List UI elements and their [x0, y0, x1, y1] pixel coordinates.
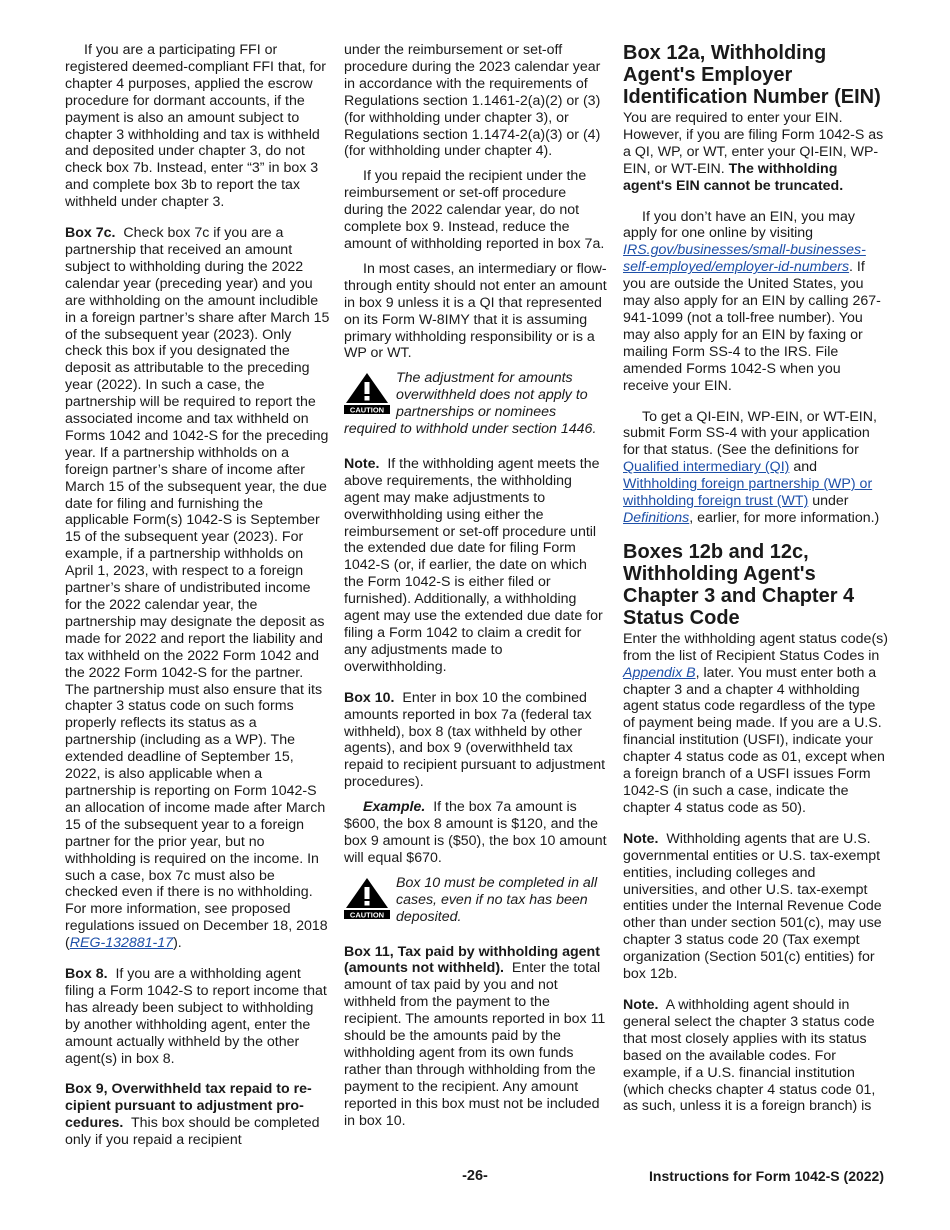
caution-box-box-10 [344, 875, 608, 926]
reg-132881-17-link[interactable]: REG-132881-17 [69, 935, 174, 952]
box-8-text: If you are a withholding agent filing a Form 1042-S to report income that has already been subject to withholding by another withholding agent, enter the amount actually withheld by the other agent(s) in box 8. [65, 966, 327, 1067]
caution-box-partnerships [344, 370, 608, 438]
caution-icon [344, 372, 390, 414]
note-select-code-paragraph: Note. A withholding agent should in general select the chapter 3 status code that most closely applies with its status based on the available codes. For example, if a U.S. financial institution (which checks chapter 4 status code 01, as such, unless it is a foreign branch) is [623, 996, 876, 1115]
heading-boxes-12b-12c: Boxes 12b and 12c, Withholding Agent's Chapter 3 and Chapter 4 Status Code [623, 540, 855, 629]
status-code-paragraph: Enter the withholding agent status code(s) from the list of Recipient Status Codes in Appendix B, later. You must enter both a chapter 3 and a chapter 4 withholding agent status code regardless of the type of payment being made. If you are a U.S. financial institution (USFI), indicate your chapter 4 status code as 01, except when a foreign branch of a USFI issues Form 1042-S (in such a case, indicate the chapter 4 status code as 50). [623, 630, 888, 816]
box-11-paragraph: Box 11, Tax paid by withholding agent (amounts not withheld). Enter the total amount of tax paid by you and not withheld from the payment to the recipient. The amounts reported in box 11 should be the amounts paid by the withholding agent from its own funds rather than through withholding from the payment to the recipient. Any amount reported in this box must not be included in box 10. [344, 943, 606, 1129]
note-label: Note. [344, 455, 380, 472]
example-paragraph: Example. If the box 7a amount is $600, the box 8 amount is $120, and the box 9 amount is ($50), the box 10 amount will equal $670. [344, 799, 607, 866]
box-7c-label: Box 7c. [65, 225, 116, 242]
box-7c-paragraph: Box 7c. Check box 7c if you are a partnership that received an amount subject to withholding during the 2022 calendar year (preceding year) and you are withholding on the amount includible in a foreign partner’s share after March 15 of the subsequent year (2023). Only check this box if you designated the deposit as attributable to the preceding year (2022). In such a case, the partnership will be required to report the associated income and tax withheld on Forms 1042 and 1042-S for the preceding year. If a partnership withholds on a foreign partner’s share of income after March 15 of the subsequent year, the due date for filing and furnishing the applicable Form(s) 1042-S is September 15 of the subsequent year (2023). For example, if a partnership withholds on April 1, 2023, with respect to a foreign partner’s share of undistributed income for the 2022 calendar year, the partnership may designate the deposit as made for 2022 and report the liability and tax withheld on the 2022 Form 1042 and the 2022 Form 1042-S for the partner. The partnership must also ensure that its chapter 3 status code on such forms properly reflects its status as a partnership (including as a WP). The extended deadline of September 15, 2022, is also applicable when a partnership is reporting on Form 1042-S an allocation of income made after March 15 of the subsequent year to a foreign partner for the prior year, but no withholding is required on the income. In such a case, box 7c must also be checked even if there is no withholding. For more information, see proposed regulations issued on December 18, 2018 (REG-132881-17). [65, 225, 330, 952]
column-2 [344, 42, 608, 1137]
box-9-paragraph [65, 1081, 330, 1149]
note-label: Note. [623, 996, 659, 1013]
caution-text-partnerships: The adjustment for amounts overwithheld does not apply to partnerships or nominees required to withhold under section 1446. [344, 370, 597, 438]
ein-required-paragraph: You are required to enter your EIN. However, if you are filing Form 1042-S as a QI, WP, or WT, enter your QI-EIN, WP-EIN, or WT-EIN. The withholding agent's EIN cannot be truncated. [623, 110, 884, 194]
box-8-label: Box 8. [65, 966, 108, 983]
irs-ein-link[interactable]: IRS.gov/businesses/small-businesses-self-employed/employer-id-numbers [623, 242, 866, 276]
note-label: Note. [623, 830, 659, 847]
box-9-continued-paragraph: under the reimbursement or set-off procedure during the 2023 calendar year in accordance with the requirements of Regulations section 1.1461-2(a)(2) or (3) (for withholding under chapter 3), or Regulations section 1.1474-2(a)(3) or (4) (for withholding under chapter 4). [344, 42, 601, 160]
box-7c-text: Check box 7c if you are a partnership that received an amount subject to withholding during the 2022 calendar year (preceding year) and you are withholding on the amount includible in a foreign partner’s share after March 15 of the subsequent year (2023). Only check this box if you designated the deposit as attributable to the preceding year (2022). In such a case, the partnership will be required to report the associated income and tax withheld on Forms 1042 and 1042-S for the preceding year. If a partnership withholds on a foreign partner’s share of income after March 15 of the subsequent year, the due date for filing and furnishing the applicable Form(s) 1042-S is September 15 of the subsequent year (2023). For example, if a partnership withholds on April 1, 2023, with respect to a foreign partner’s share of undistributed income for the 2022 calendar year, the partnership may designate the deposit as made for 2022 and report the liability and tax withheld on the 2022 Form 1042 and the 2022 Form 1042-S for the partner. The partnership must also ensure that its chapter 3 status code on such forms properly reflects its status as a partnership (including as a WP). The extended deadline of September 15, 2022, is also applicable when a partnership is reporting on Form 1042-S an allocation of income made after March 15 of the subsequent year to a foreign partner for the prior year, but no withholding is required on the income. In such a case, box 7c must also be checked even if there is no withholding. For more information, see proposed regulations issued on December 18, 2018 ( [65, 225, 330, 952]
svg-text:CAUTION: CAUTION [349, 405, 385, 415]
box-11-label: Box 11, Tax paid by withholding agent (amounts not withheld). [344, 943, 600, 977]
caution-icon [344, 877, 390, 919]
qi-ein-paragraph: To get a QI-EIN, WP-EIN, or WT-EIN, submit Form SS-4 with your application for that status. (See the definitions for Qualified intermediary (QI) and Withholding foreign partnership (WP) or withholding foreign trust (WT) under Definitions, earlier, for more information.) [623, 408, 880, 526]
definitions-link[interactable]: Definitions [623, 509, 690, 526]
withholding-foreign-partnership-link[interactable]: Withholding foreign partnership (WP) or withholding foreign trust (WT) [623, 476, 873, 510]
box-8-paragraph [65, 966, 330, 1067]
apply-ein-paragraph: If you don’t have an EIN, you may apply for one online by visiting IRS.gov/businesses/small-businesses-self-employed/employer-id-numbers. If you are outside the United States, you may also apply for an EIN by calling 267-941-1099 (not a toll-free number). You may also apply for an EIN by faxing or mailing Form SS-4 to the IRS. File amended Forms 1042-S when you receive your EIN. [623, 208, 881, 394]
svg-text:CAUTION: CAUTION [349, 910, 385, 919]
box-10-paragraph: Box 10. Enter in box 10 the combined amounts reported in box 7a (federal tax withheld), box 8 (tax withheld by other agents), and box 9 (overwithheld tax repaid to recipient pursuant to adjustment procedures). [344, 689, 606, 791]
document-title-footer: Instructions for Form 1042-S (2022) [649, 1168, 884, 1184]
column-3 [623, 42, 888, 1123]
column-1 [65, 42, 330, 1157]
note-governmental-paragraph: Note. Withholding agents that are U.S. governmental entities or U.S. tax-exempt entities, including colleges and universities, and other U.S. tax-exempt entities under the Internal Revenue Code other than under section 501(c), may use chapter 3 status code 20 (Tax exempt organization (Section 501(c) entities) for box 12b. [623, 830, 882, 983]
appendix-b-link[interactable]: Appendix B [623, 664, 696, 681]
page-number: -26- [462, 1168, 488, 1184]
box-9-text: This box should be completed only if you repaid a recipient [65, 1115, 320, 1149]
qualified-intermediary-link[interactable]: Qualified intermediary (QI) [623, 459, 790, 476]
example-label: Example. [363, 799, 426, 816]
box-10-label: Box 10. [344, 689, 395, 706]
box-9-label: Box 9, Overwithheld tax repaid to re-cipient pursuant to adjustment pro-cedures. [65, 1081, 312, 1132]
intermediary-paragraph: In most cases, an intermediary or flow-through entity should not enter an amount in box 9 unless it is a QI that represented on its Form W-8IMY that it is assuming primary withholding responsibility or is a WP or WT. [344, 260, 607, 362]
note-adjustments-paragraph: Note. If the withholding agent meets the above requirements, the withholding agent may make adjustments to overwithholding using either the reimbursement or set-off procedure until the extended due date for filing Form 1042-S (or, if earlier, the date on which the Form 1042-S is either filed or furnished). Additionally, a withholding agent may use the extended due date for filing a Form 1042 to claim a credit for any adjustments made to overwithholding. [344, 455, 603, 675]
heading-box-12a: Box 12a, Withholding Agent's Employer Identification Number (EIN) [623, 42, 881, 108]
repaid-recipient-paragraph: If you repaid the recipient under the reimbursement or set-off procedure during the 2022 calendar year, do not complete box 9. Instead, reduce the amount of withholding reported in box 7a. [344, 168, 605, 252]
caution-text-box-10: Box 10 must be completed in all cases, even if no tax has been deposited. [396, 874, 598, 925]
ffi-escrow-paragraph: If you are a participating FFI or registered deemed-compliant FFI that, for chapter 4 purposes, applied the escrow procedure for dormant accounts, if the payment is also an amount subject to chapter 3 withholding and tax is withheld and deposited under chapter 3, do not check box 7b. Instead, enter “3” in box 3 and complete box 3b to report the tax withheld under chapter 3. [65, 42, 327, 211]
ein-not-truncated: The withholding agent's EIN cannot be truncated. [623, 160, 844, 194]
